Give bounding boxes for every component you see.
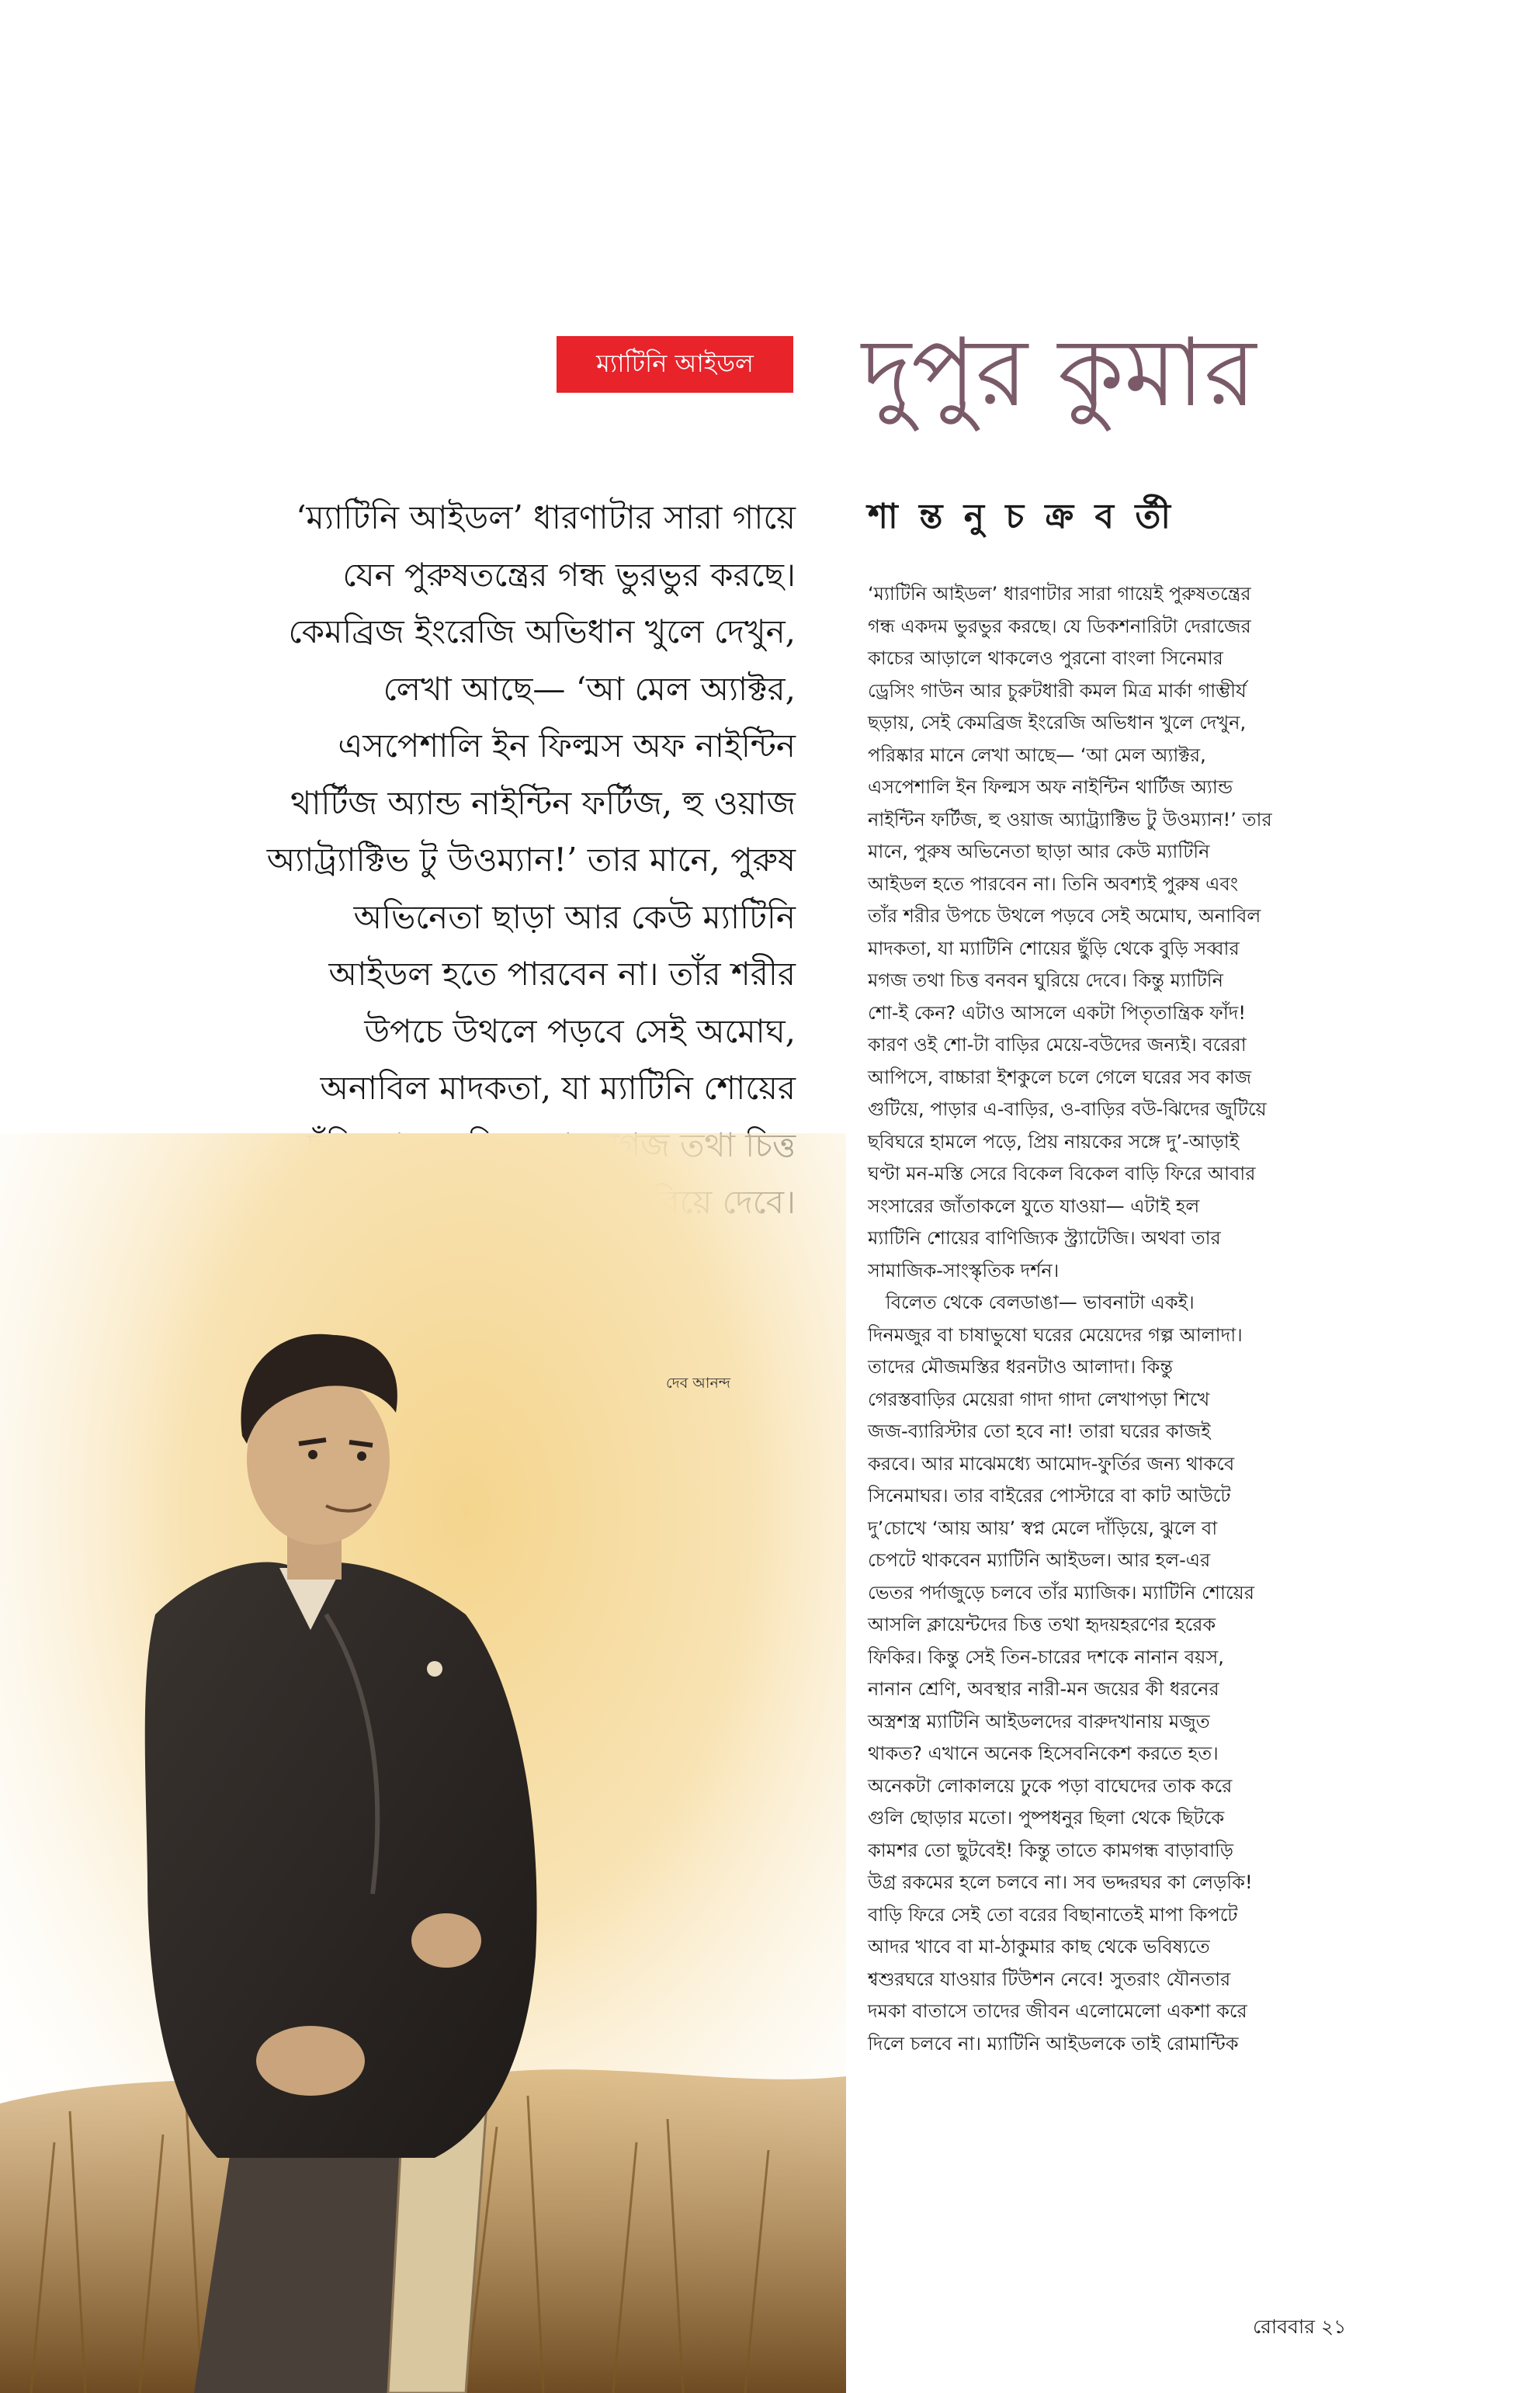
article-line: ছড়ায়, সেই কেমব্রিজ ইংরেজি অভিধান খুলে দেখুন, <box>868 712 1247 734</box>
article-line: ভেতর পর্দাজুড়ে চলবে তাঁর ম্যাজিক। ম্যাটিনি শোয়ের <box>868 1581 1254 1604</box>
article-line: আপিসে, বাচ্চারা ইশকুলে চলে গেলে ঘরের সব কাজ <box>868 1066 1252 1088</box>
article-line: অস্ত্রশস্ত্র ম্যাটিনি আইডলদের বারুদখানায় মজুত <box>868 1710 1210 1732</box>
article-line: চেপটে থাকবেন ম্যাটিনি আইডল। আর হল-এর <box>868 1549 1211 1571</box>
article-line: পরিষ্কার মানে লেখা আছে— ‘আ মেল অ্যাক্টর, <box>868 744 1206 766</box>
article-line: সামাজিক-সাংস্কৃতিক দর্শন। <box>868 1259 1060 1281</box>
article-line: গুটিয়ে, পাড়ার এ-বাড়ির, ও-বাড়ির বউ-ঝিদের জুটিয়ে <box>868 1098 1267 1120</box>
article-line: ম্যাটিনি শোয়ের বাণিজ্যিক স্ট্র্যাটেজি। অথবা তার <box>868 1227 1221 1249</box>
article-line: গুলি ছোড়ার মতো। পুষ্পধনুর ছিলা থেকে ছিটকে <box>868 1807 1225 1829</box>
article-line: কামশর তো ছুটবেই! কিন্তু তাতে কামগন্ধ বাড়াবাড়ি <box>868 1839 1234 1861</box>
pull-quote-line: অভিনেতা ছাড়া আর কেউ ম্যাটিনি <box>353 897 796 936</box>
pull-quote-line: ‘ম্যাটিনি আইডল’ ধারণাটার সারা গায়ে <box>296 498 796 536</box>
article-line: কারণ ওই শো-টা বাড়ির মেয়ে-বউদের জন্যই। বরেরা <box>868 1034 1247 1056</box>
article-line: ছবিঘরে হামলে পড়ে, প্রিয় নায়কের সঙ্গে দু’-আড়াই <box>868 1130 1240 1153</box>
article-line: ফিকির। কিন্তু সেই তিন-চারের দশকে নানান বয়স, <box>868 1646 1224 1668</box>
article-line: এসপেশালি ইন ফিল্মস অফ নাইন্টিন থার্টিজ অ্যান্ড <box>868 776 1233 798</box>
pull-quote-line: অনাবিল মাদকতা, যা ম্যাটিনি শোয়ের <box>320 1069 796 1107</box>
portrait-photo <box>0 1133 846 2393</box>
pull-quote-line: আইডল হতে পারবেন না। তাঁর শরীর <box>328 955 796 993</box>
article-line: আদর খাবে বা মা-ঠাকুমার কাছ থেকে ভবিষ্যতে <box>868 1936 1210 1958</box>
article-line: দিনমজুর বা চাষাভুষো ঘরের মেয়েদের গল্প আলাদা। <box>868 1323 1243 1346</box>
author-byline: শা ন্ত নু চ ক্র ব র্তী <box>868 497 1175 536</box>
article-line: দু’চোখে ‘আয় আয়’ স্বপ্ন মেলে দাঁড়িয়ে, ঝুলে বা <box>868 1517 1218 1539</box>
pull-quote-line: অ্যাট্র্যাক্টিভ টু উওম্যান!’ তার মানে, পুরুষ <box>266 841 796 879</box>
article-line: থাকত? এখানে অনেক হিসেবনিকেশ করতে হত। <box>868 1743 1219 1764</box>
article-line: দিলে চলবে না। ম্যাটিনি আইডলকে তাই রোমান্টিক <box>868 2032 1239 2055</box>
pull-quote-line: কেমব্রিজ ইংরেজি অভিধান খুলে দেখুন, <box>288 612 796 650</box>
article-line: সিনেমাঘর। তার বাইরের পোস্টারে বা কাট আউটে <box>868 1485 1231 1507</box>
article-line: তাঁর শরীর উপচে উথলে পড়বে সেই অমোঘ, অনাবিল <box>868 905 1261 927</box>
pull-quote-line: যেন পুরুষতন্ত্রের গন্ধ ভুরভুর করছে। <box>342 555 796 594</box>
photo-caption: দেব আনন্দ <box>666 1375 731 1392</box>
pull-quote-line: উপচে উথলে পড়বে সেই অমোঘ, <box>364 1011 796 1050</box>
article-line: কাচের আড়ালে থাকলেও পুরনো বাংলা সিনেমার <box>868 647 1223 669</box>
pull-quote-line: লেখা আছে— ‘আ মেল অ্যাক্টর, <box>383 669 796 708</box>
section-tag: ম্যাটিনি আইডল <box>557 336 793 393</box>
article-line: শ্বশুরঘরে যাওয়ার টিউশন নেবে! সুতরাং যৌনতার <box>868 1968 1231 1990</box>
article-line: করবে। আর মাঝেমধ্যে আমোদ-ফুর্তির জন্য থাকবে <box>868 1452 1235 1475</box>
article-line: আসলি ক্লায়েন্টদের চিত্ত তথা হৃদয়হরণের হরেক <box>868 1614 1216 1635</box>
article-body <box>868 578 1438 2060</box>
article-line: ঘণ্টা মন-মস্তি সেরে বিকেল বিকেল বাড়ি ফিরে আবার <box>868 1163 1256 1184</box>
pull-quote-line: এসপেশালি ইন ফিল্মস অফ নাইন্টিন <box>338 727 796 765</box>
article-line: নানান শ্রেণি, অবস্থার নারী-মন জয়ের কী ধরনের <box>868 1678 1219 1700</box>
article-line: গন্ধ একদম ভুরভুর করছে। যে ডিকশনারিটা দেরাজের <box>868 615 1251 637</box>
article-line: মগজ তথা চিত্ত বনবন ঘুরিয়ে দেবে। কিন্তু ম্যাটিনি <box>868 969 1223 991</box>
article-line: ‘ম্যাটিনি আইডল’ ধারণাটার সারা গায়েই পুরুষতন্ত্রের <box>868 583 1251 605</box>
article-line: মানে, পুরুষ অভিনেতা ছাড়া আর কেউ ম্যাটিনি <box>868 841 1210 862</box>
article-line: উগ্র রকমের হলে চলবে না। সব ভদ্দরঘর কা লেড়কি! <box>868 1871 1253 1893</box>
article-line: নাইন্টিন ফর্টিজ, হু ওয়াজ অ্যাট্র্যাক্টিভ টু উওম্যান!’ তার <box>868 808 1272 831</box>
article-line: ড্রেসিং গাউন আর চুরুটধারী কমল মিত্র মার্কা গাম্ভীর্য <box>868 679 1247 702</box>
article-line: সংসারের জাঁতাকলে যুতে যাওয়া— এটাই হল <box>868 1195 1200 1217</box>
article-line: অনেকটা লোকালয়ে ঢুকে পড়া বাঘেদের তাক করে <box>868 1774 1233 1797</box>
article-line: জজ-ব্যারিস্টার তো হবে না! তারা ঘরের কাজই <box>868 1420 1211 1442</box>
pull-quote-line: থার্টিজ অ্যান্ড নাইন্টিন ফর্টিজ, হু ওয়াজ <box>290 783 796 822</box>
article-line: দমকা বাতাসে তাদের জীবন এলোমেলো একশা করে <box>868 2000 1247 2022</box>
page-title: দুপুর কুমার <box>862 317 1257 428</box>
article-line: শো-ই কেন? এটাও আসলে একটা পিতৃতান্ত্রিক ফাঁদ! <box>868 1001 1247 1024</box>
article-line: গেরস্তবাড়ির মেয়েরা গাদা গাদা লেখাপড়া শিখে <box>868 1388 1210 1410</box>
page-folio: রোববার ২১ <box>1253 2315 1347 2338</box>
article-line: তাদের মৌজমস্তির ধরনটাও আলাদা। কিন্তু <box>868 1356 1173 1378</box>
article-line: বিলেত থেকে বেলডাঙা— ভাবনাটা একই। <box>868 1292 1195 1313</box>
article-line: বাড়ি ফিরে সেই তো বরের বিছানাতেই মাপা কিপটে <box>868 1903 1238 1926</box>
pull-quote <box>132 489 796 1231</box>
article-line: মাদকতা, যা ম্যাটিনি শোয়ের ছুঁড়ি থেকে বুড়ি সব্বার <box>868 937 1240 959</box>
article-line: আইডল হতে পারবেন না। তিনি অবশ্যই পুরুষ এবং <box>868 872 1239 895</box>
